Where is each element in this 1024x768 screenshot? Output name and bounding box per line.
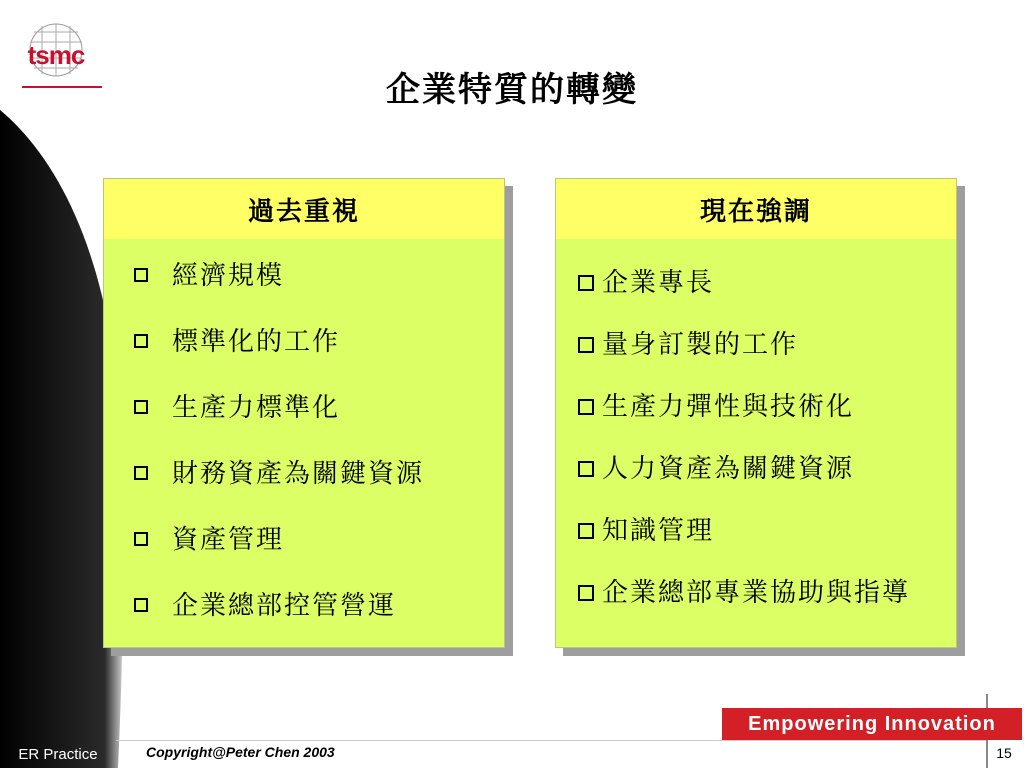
footer-section-label: ER Practice — [18, 745, 98, 763]
list-item — [578, 328, 956, 390]
list-item-text: 資產管理 — [172, 525, 285, 555]
checkbox-bullet-icon — [578, 399, 594, 415]
list-item — [134, 391, 504, 457]
page-number: 15 — [996, 745, 1012, 761]
checkbox-bullet-icon — [134, 334, 148, 348]
list-item-text: 量身訂製的工作 — [602, 330, 799, 360]
list-item — [578, 266, 956, 328]
list-item — [134, 325, 504, 391]
past-focus-panel — [103, 178, 505, 648]
checkbox-bullet-icon — [578, 461, 594, 477]
list-item — [578, 390, 956, 452]
list-item-text: 知識管理 — [602, 516, 715, 546]
footer-divider — [116, 740, 986, 741]
list-item — [578, 514, 956, 576]
current-emphasis-list — [556, 239, 956, 638]
list-item-text: 企業專長 — [602, 268, 715, 298]
checkbox-bullet-icon — [578, 585, 594, 601]
checkbox-bullet-icon — [134, 268, 148, 282]
list-item-text: 財務資產為關鍵資源 — [172, 459, 425, 489]
page-title: 企業特質的轉變 — [386, 70, 638, 110]
checkbox-bullet-icon — [134, 400, 148, 414]
checkbox-bullet-icon — [134, 598, 148, 612]
list-item-text: 生產力標準化 — [172, 393, 341, 423]
list-item — [134, 457, 504, 523]
list-item — [578, 452, 956, 514]
past-focus-header: 過去重視 — [104, 179, 504, 239]
brand-banner: Empowering Innovation — [722, 708, 1022, 740]
list-item — [134, 259, 504, 325]
checkbox-bullet-icon — [578, 523, 594, 539]
checkbox-bullet-icon — [578, 337, 594, 353]
checkbox-bullet-icon — [134, 466, 148, 480]
current-emphasis-panel — [555, 178, 957, 648]
logo-text: tsmc — [27, 40, 85, 70]
list-item-text: 標準化的工作 — [172, 327, 341, 357]
list-item — [134, 523, 504, 589]
list-item — [134, 589, 504, 655]
current-emphasis-header: 現在強調 — [556, 179, 956, 239]
list-item — [578, 576, 956, 638]
list-item-text: 企業總部專業協助與指導 — [602, 578, 911, 608]
checkbox-bullet-icon — [134, 532, 148, 546]
past-focus-list — [104, 239, 504, 655]
checkbox-bullet-icon — [578, 275, 594, 291]
list-item-text: 經濟規模 — [172, 261, 285, 291]
list-item-text: 企業總部控管營運 — [172, 591, 397, 621]
copyright-notice: Copyright@Peter Chen 2003 — [146, 744, 335, 760]
list-item-text: 生產力彈性與技術化 — [602, 392, 855, 422]
list-item-text: 人力資產為關鍵資源 — [602, 454, 855, 484]
